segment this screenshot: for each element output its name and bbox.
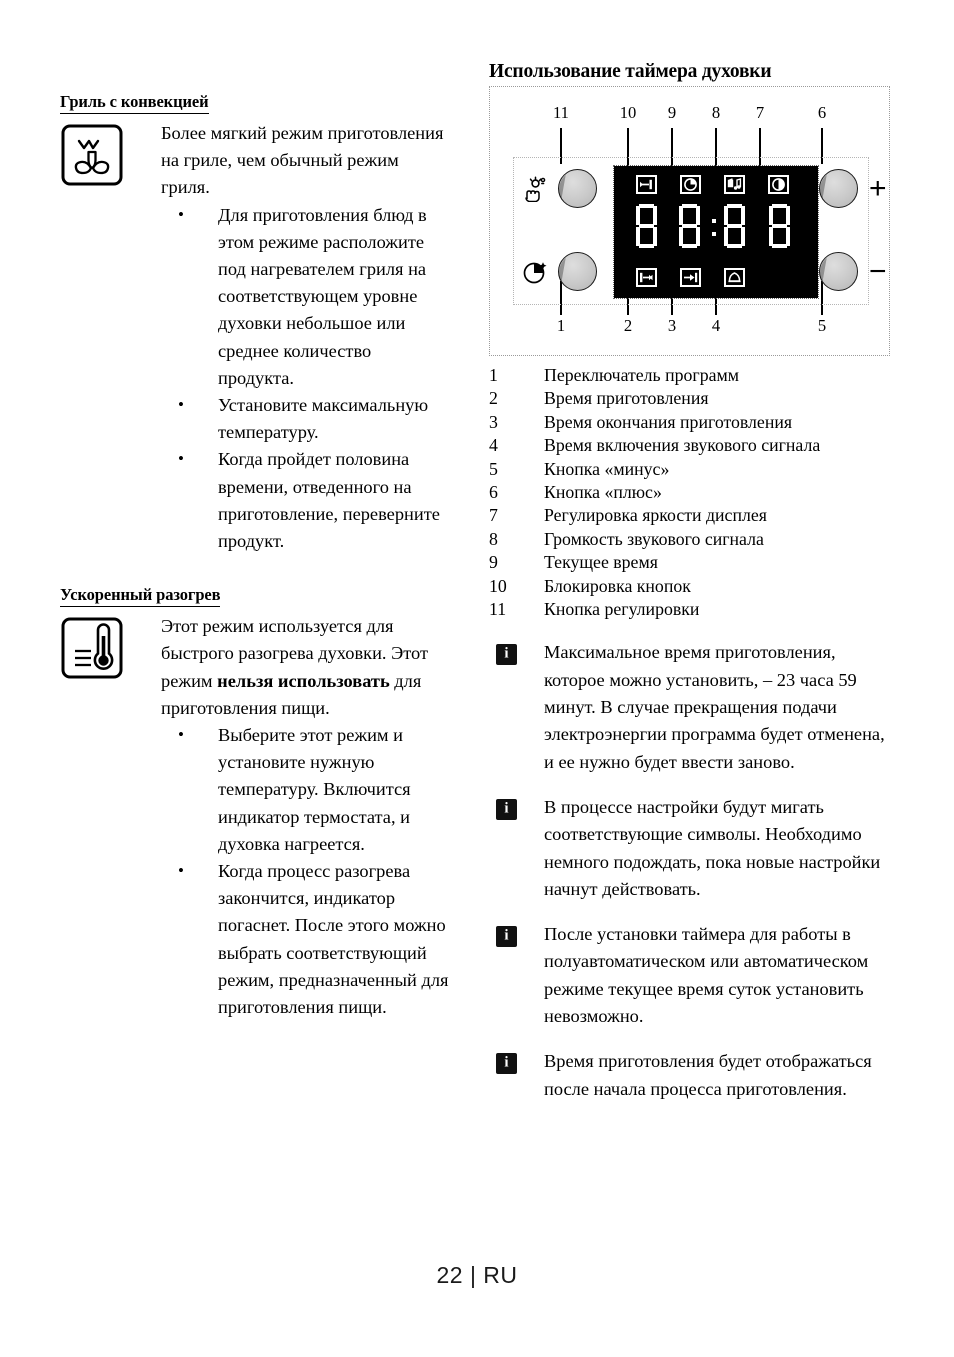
section-heading: Гриль с конвекцией: [60, 92, 209, 114]
adjust-hand-icon: [522, 176, 548, 202]
info-icon: [496, 644, 517, 665]
list-item: • Когда процесс разогрева закончится, индикатор погаснет. После этого можно выбрать соответствующий режим, предназначенный для приготовления пищи.: [161, 858, 450, 1021]
mode-description: [161, 613, 450, 1021]
info-icon-letter: i: [504, 645, 509, 662]
legend-label: Время приготовления: [544, 388, 709, 409]
grill-fan-icon: [60, 123, 124, 187]
info-icon-letter: i: [504, 927, 509, 944]
callout-4: 4: [711, 316, 721, 335]
knob-shading: [559, 170, 598, 209]
info-note-text: Время приготовления будет отображаться после начала процесса приготовления.: [544, 1051, 872, 1099]
info-icon-letter: i: [504, 800, 509, 817]
bullet-list: [161, 202, 450, 556]
legend-label: Текущее время: [544, 552, 658, 573]
lcd-display: [614, 166, 818, 298]
right-column: [489, 60, 894, 1103]
mode-description: [161, 120, 450, 555]
callout-1: 1: [556, 316, 566, 335]
legend-item-2: [489, 387, 894, 410]
legend-item-6: [489, 481, 894, 504]
callout-3: 3: [667, 316, 677, 335]
knob-plus[interactable]: [819, 169, 858, 208]
knob-shading: [820, 253, 859, 292]
legend-label: Кнопка регулировки: [544, 599, 700, 620]
callout-7: 7: [755, 103, 765, 122]
thermometer-icon: [60, 616, 124, 680]
section-heading-wrap: [60, 92, 450, 118]
lcd-colon-top: [712, 219, 716, 223]
key-lock-icon: [636, 175, 657, 194]
legend-number: 2: [489, 388, 498, 409]
list-item: • Когда пройдет половина времени, отведенного на приготовление, переверните продукт.: [161, 446, 450, 555]
clock-icon: [680, 175, 701, 194]
info-note: [489, 639, 894, 775]
legend-item-11: [489, 598, 894, 621]
info-icon: [496, 1053, 517, 1074]
knob-program[interactable]: [558, 252, 597, 291]
info-icon-letter: i: [504, 1054, 509, 1071]
lcd-digit-1: [636, 204, 657, 248]
lcd-digit-3: [724, 204, 745, 248]
mode-intro-text-bold: нельзя использовать: [217, 670, 390, 691]
legend-label: Регулировка яркости дисплея: [544, 505, 767, 526]
legend-number: 8: [489, 528, 498, 549]
left-column: [60, 92, 450, 1021]
legend-label: Громкость звукового сигнала: [544, 528, 764, 549]
mode-intro-text-part1: Этот режим используется для быстрого разогрева духовки. Этот режим: [161, 616, 429, 691]
legend-item-4: [489, 434, 894, 457]
lcd-colon-bottom: [712, 232, 716, 236]
oven-timer-diagram: [489, 86, 890, 356]
legend-label: Кнопка «минус»: [544, 458, 670, 479]
legend-number: 7: [489, 505, 498, 526]
mode-block: [60, 120, 450, 555]
mode-block: [60, 613, 450, 1021]
legend-item-9: [489, 551, 894, 574]
lcd-digit-2: [679, 204, 700, 248]
legend-item-7: [489, 504, 894, 527]
info-note-text: Максимальное время приготовления, которое можно установить, – 23 часа 59 минут. В случае прекращения подачи электроэнергии программа будет отменена, и ее нужно будет ввести заново.: [544, 642, 885, 772]
page-title: Использование таймера духовки: [489, 61, 772, 82]
info-note: [489, 921, 894, 1030]
callout-9: 9: [667, 103, 677, 122]
control-panel-face: [513, 157, 887, 305]
callout-11: 11: [553, 103, 569, 122]
legend-item-3: [489, 411, 894, 434]
list-item: • Установите максимальную температуру.: [161, 392, 450, 446]
cooking-end-time-icon: [680, 268, 701, 287]
info-icon: [496, 926, 517, 947]
mode-intro-text-part2: для приготовления пищи.: [161, 670, 422, 718]
display-brightness-icon: [768, 175, 789, 194]
page-footer: 22 | RU: [436, 1262, 518, 1288]
plus-label: +: [869, 172, 887, 205]
legend-item-10: [489, 575, 894, 598]
legend-number: 1: [489, 365, 498, 385]
list-item: • Выберите этот режим и установите нужную температуру. Включится индикатор термостата, и духовка нагреется.: [161, 722, 450, 858]
callout-10: 10: [619, 103, 637, 122]
legend-number: 9: [489, 552, 498, 573]
legend-number: 3: [489, 411, 498, 432]
legend-item-5: [489, 458, 894, 481]
legend-number: 5: [489, 458, 498, 479]
section-heading-wrap: [60, 585, 450, 611]
sound-volume-icon: [724, 175, 745, 194]
callout-2: 2: [623, 316, 633, 335]
legend-number: 11: [489, 599, 507, 620]
section-grill-convection: [60, 92, 450, 555]
timer-parts-legend: [489, 364, 894, 621]
legend-item-1: [489, 364, 894, 387]
knob-shading: [820, 170, 859, 209]
mode-intro-text: Более мягкий режим приготовления на гриле, чем обычный режим гриля.: [161, 123, 444, 198]
section-fast-preheat: [60, 585, 450, 1021]
lcd-digit-4: [769, 204, 790, 248]
legend-number: 4: [489, 435, 498, 456]
legend-label: Время окончания приготовления: [544, 411, 793, 432]
alarm-bell-icon: [724, 268, 745, 287]
callout-6: 6: [817, 103, 827, 122]
info-note: [489, 1048, 894, 1103]
legend-label: Время включения звукового сигнала: [544, 435, 821, 456]
section-heading: Ускоренный разогрев: [60, 585, 220, 607]
legend-label: Кнопка «плюс»: [544, 482, 662, 503]
section-spacer: [60, 555, 450, 585]
legend-number: 6: [489, 482, 498, 503]
minus-label: −: [869, 255, 887, 288]
knob-shading: [559, 253, 598, 292]
knob-adjust[interactable]: [558, 169, 597, 208]
list-item: • Для приготовления блюд в этом режиме расположите под нагревателем гриля на соответствующем уровне духовки небольшое или среднее количество продукта.: [161, 202, 450, 392]
info-note-text: После установки таймера для работы в полуавтоматическом или автоматическом режиме текущее время суток установить невозможно.: [544, 924, 869, 1027]
cooking-duration-icon: [636, 268, 657, 287]
legend-number: 10: [489, 575, 507, 596]
legend-label: Блокировка кнопок: [544, 575, 691, 596]
timer-program-icon: [522, 259, 548, 285]
info-note: [489, 794, 894, 903]
knob-minus[interactable]: [819, 252, 858, 291]
legend-label: Переключатель программ: [544, 365, 739, 385]
callout-5: 5: [817, 316, 827, 335]
info-note-text: В процессе настройки будут мигать соответствующие символы. Необходимо немного подождать, пока новые настройки начнут действовать.: [544, 796, 881, 899]
callout-8: 8: [711, 103, 721, 122]
legend-item-8: [489, 528, 894, 551]
bullet-list: [161, 722, 450, 1021]
info-icon: [496, 799, 517, 820]
